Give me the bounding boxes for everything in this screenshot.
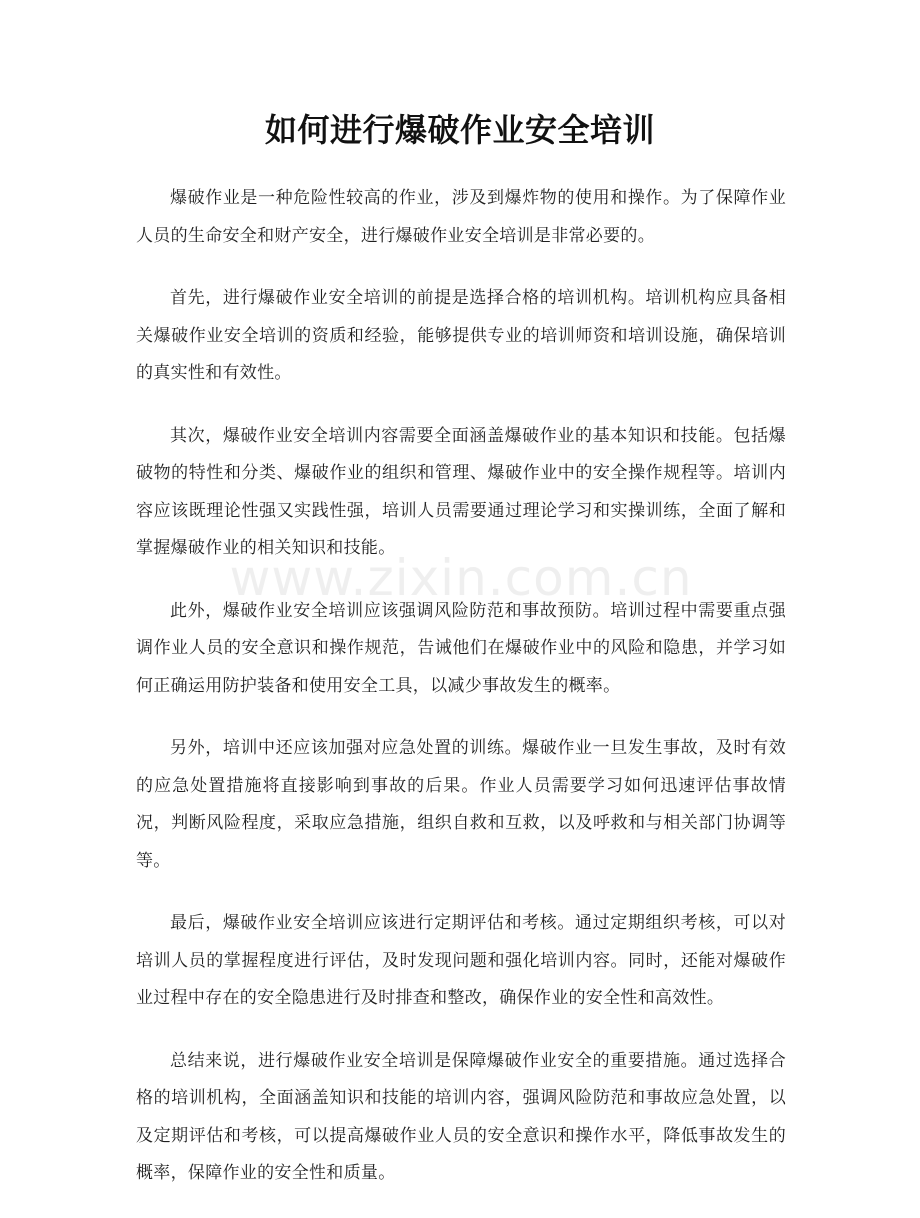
paragraph-training-content: 其次，爆破作业安全培训内容需要全面涵盖爆破作业的基本知识和技能。包括爆破物的特性和分类、爆破作业的组织和管理、爆破作业中的安全操作规程等。培训内容应该既理论性强又实践性强，培训人员需要通过理论学习和实操训练，全面了解和掌握爆破作业的相关知识和技能。 xyxy=(136,425,786,558)
paragraph-conclusion: 总结来说，进行爆破作业安全培训是保障爆破作业安全的重要措施。通过选择合格的培训机构，全面涵盖知识和技能的培训内容，强调风险防范和事故应急处置，以及定期评估和考核，可以提高爆破作业人员的安全意识和操作水平，降低事故发生的概率，保障作业的安全性和质量。 xyxy=(136,1050,786,1183)
paragraph-evaluation: 最后，爆破作业安全培训应该进行定期评估和考核。通过定期组织考核，可以对培训人员的掌握程度进行评估，及时发现问题和强化培训内容。同时，还能对爆破作业过程中存在的安全隐患进行及时排查和整改，确保作业的安全性和高效性。 xyxy=(136,913,786,1008)
document-body xyxy=(136,180,786,1218)
document-title: 如何进行爆破作业安全培训 xyxy=(264,111,655,149)
paragraph-training-institution: 首先，进行爆破作业安全培训的前提是选择合格的培训机构。培训机构应具备相关爆破作业安全培训的资质和经验，能够提供专业的培训师资和培训设施，确保培训的真实性和有效性。 xyxy=(136,288,786,383)
paragraph-intro: 爆破作业是一种危险性较高的作业，涉及到爆炸物的使用和操作。为了保障作业人员的生命安全和财产安全，进行爆破作业安全培训是非常必要的。 xyxy=(136,188,786,246)
paragraph-risk-prevention: 此外，爆破作业安全培训应该强调风险防范和事故预防。培训过程中需要重点强调作业人员的安全意识和操作规范，告诫他们在爆破作业中的风险和隐患，并学习如何正确运用防护装备和使用安全工具，以减少事故发生的概率。 xyxy=(136,600,786,696)
watermark: www.zixin.com.cn xyxy=(229,549,693,607)
paragraph-emergency-response: 另外，培训中还应该加强对应急处置的训练。爆破作业一旦发生事故，及时有效的应急处置措施将直接影响到事故的后果。作业人员需要学习如何迅速评估事故情况，判断风险程度，采取应急措施，组织自救和互救，以及呼救和与相关部门协调等等。 xyxy=(136,738,786,871)
